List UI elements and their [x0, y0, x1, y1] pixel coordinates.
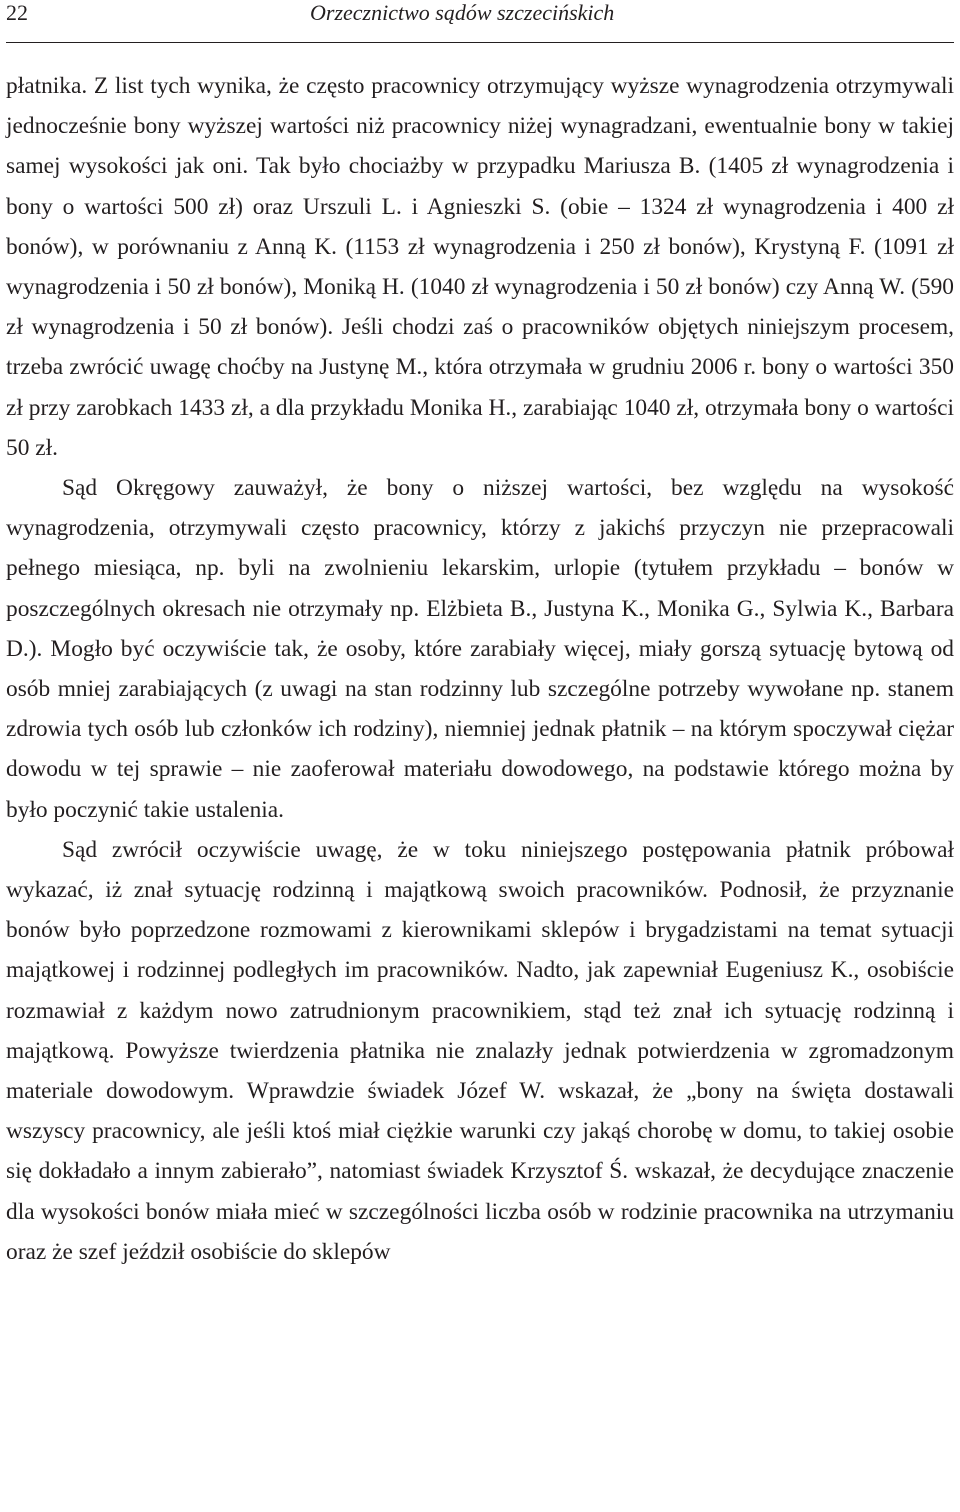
header-divider — [6, 42, 954, 43]
paragraph: Sąd zwrócił oczywiście uwagę, że w toku niniejszego postępowania płatnik próbował wykazać, iż znał sytuację rodzinną i majątkową swoich pracowników. Podnosił, że przyznanie bonów było poprzedzone rozmowami z kierownikami sklepów i brygadzistami na temat sytuacji majątkowej i rodzinnej podległych im pracowników. Nadto, jak zapewniał Eugeniusz K., osobiście rozmawiał z każdym nowo zatrudnionym pracownikiem, stąd też znał ich sytuację rodzinną i majątkową. Powyższe twierdzenia płatnika nie znalazły jednak potwierdzenia w zgromadzonym materiale dowodowym. Wprawdzie świadek Józef W. wskazał, że „bony na święta dostawali wszyscy pracownicy, ale jeśli ktoś miał ciężkie warunki czy jakąś chorobę w domu, to takiej osobie się dokładało a innym zabierało”, natomiast świadek Krzysztof Ś. wskazał, że decydujące znaczenie dla wysokości bonów miała mieć w szczególności liczba osób w rodzinie pracownika na utrzymaniu oraz że szef jeździł osobiście do sklepów — [6, 836, 954, 1265]
paragraph-continuation: płatnika. Z list tych wynika, że często pracownicy otrzymujący wyższe wynagrodzenia otrzymywali jednocześnie bony wyższej wartości niż pracownicy niżej wynagradzani, ewentualnie bony w takiej samej wysokości jak oni. Tak było chociażby w przypadku Mariusza B. (1405 zł wynagrodzenia i bony o wartości 500 zł) oraz Urszuli L. i Agnieszki S. (obie – 1324 zł wynagrodzenia i 400 zł bonów), w porównaniu z Anną K. (1153 zł wynagrodzenia i 250 zł bonów), Krystyną F. (1091 zł wynagrodzenia i 50 zł bonów), Moniką H. (1040 zł wynagrodzenia i 50 zł bonów) czy Anną W. (590 zł wynagrodzenia i 50 zł bonów). Jeśli chodzi zaś o pracowników objętych niniejszym procesem, trzeba zwrócić uwagę choćby na Justynę M., która otrzymała w grudniu 2006 r. bony o wartości 350 zł przy zarobkach 1433 zł, a dla przykładu Monika H., zarabiając 1040 zł, otrzymała bony o wartości 50 zł. — [6, 73, 954, 461]
running-header — [6, 0, 954, 32]
running-title: Orzecznictwo sądów szczecińskich — [310, 0, 615, 25]
paragraph: Sąd Okręgowy zauważył, że bony o niższej wartości, bez względu na wysokość wynagrodzenia, otrzymywali często pracownicy, którzy z jakichś przyczyn nie przepracowali pełnego miesiąca, np. byli na zwolnieniu lekarskim, urlopie (tytułem przykładu – bonów w poszczególnych okresach nie otrzymały np. Elżbieta B., Justyna K., Monika G., Sylwia K., Barbara D.). Mogło być oczywiście tak, że osoby, które zarabiały więcej, miały gorszą sytuację bytową od osób mniej zarabiających (z uwagi na stan rodzinny lub szczególne potrzeby wywołane np. stanem zdrowia tych osób lub członków ich rodziny), niemniej jednak płatnik – na którym spoczywał ciężar dowodu w tej sprawie – nie zaoferował materiału dowodowego, na podstawie którego można by było poczynić takie ustalenia. — [6, 475, 954, 823]
page-number: 22 — [6, 0, 28, 25]
body-text — [6, 66, 954, 1272]
